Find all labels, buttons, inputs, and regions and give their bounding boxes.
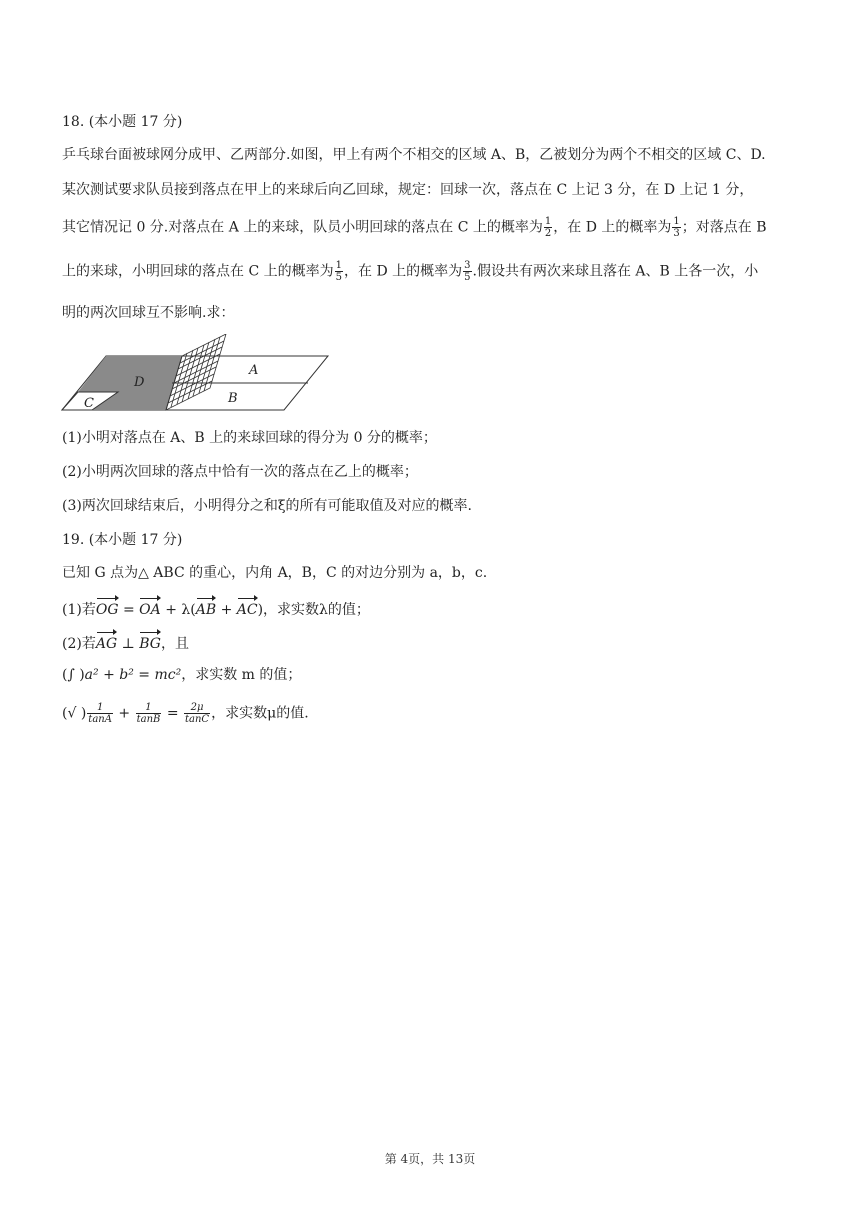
fraction-denominator: 5 — [335, 272, 342, 283]
fraction-1-3 — [672, 216, 680, 239]
vector-oa: OA — [139, 597, 161, 620]
q18-line3-part-c: ；对落点在 B — [681, 219, 767, 236]
vector-og: OG — [96, 597, 119, 620]
fraction-numerator: 1 — [136, 702, 162, 714]
q19-part2-label: (2)若 — [62, 636, 96, 652]
subpart-1-marker: (∫ ) — [62, 667, 85, 683]
page-footer: 第 4页，共 13页 — [384, 1152, 476, 1166]
fraction-denominator: 5 — [464, 272, 471, 283]
fraction-1-tanb — [136, 702, 162, 725]
lambda-open: + λ( — [160, 602, 196, 618]
fraction-numerator: 1 — [87, 702, 113, 714]
fraction-denominator: tanA — [88, 714, 112, 725]
q19-part2-tail: ，且 — [160, 636, 189, 652]
fraction-denominator: 2 — [544, 228, 552, 239]
q18-text-line-2: 某次测试要求队员接到落点在甲上的来球后向乙回球，规定：回球一次，落点在 C 上记 3 分，在 D 上记 1 分， — [62, 182, 754, 198]
q18-line3-part-b: ，在 D 上的概率为 — [553, 219, 672, 236]
q18-text-line-5: 明的两次回球互不影响.求： — [62, 305, 235, 321]
fraction-numerator: 1 — [335, 260, 342, 271]
fraction-denominator: tanC — [185, 714, 210, 725]
vector-bg: BG — [139, 631, 161, 654]
vector-ab: AB — [196, 597, 216, 620]
subpart-2-marker: (√ ) — [62, 705, 87, 722]
q19-part1-tail: )，求实数λ的值； — [257, 602, 370, 618]
subpart-2-tail: ，求实数μ的值. — [211, 705, 309, 722]
q19-part-2 — [62, 631, 189, 654]
q19-text-line-1: 已知 G 点为△ ABC 的重心，内角 A，B，C 的对边分别为 a，b，c. — [62, 565, 488, 581]
q19-subpart-1 — [62, 665, 301, 685]
fraction-2mu-tanc — [184, 702, 210, 725]
q19-part-1 — [62, 597, 370, 620]
q18-part-1: (1)小明对落点在 A、B 上的来球回球的得分为 0 分的概率； — [62, 430, 437, 446]
fraction-1-5 — [335, 260, 343, 283]
q19-header: 19. (本小题 17 分) — [62, 532, 183, 548]
q19-subpart-2 — [62, 702, 309, 725]
equals-sign: = — [118, 602, 140, 618]
q18-line4-part-c: .假设共有两次来球且落在 A、B 上各一次，小 — [472, 263, 759, 280]
vector-ag: AG — [96, 631, 117, 654]
subpart-1-tail: ，求实数 m 的值； — [181, 667, 302, 683]
vector-ac: AC — [237, 597, 258, 620]
q18-line4-part-a: 上的来球，小明回球的落点在 C 上的概率为 — [62, 263, 334, 280]
q18-part-3: (3)两次回球结束后，小明得分之和ξ的所有可能取值及对应的概率. — [62, 498, 472, 514]
fraction-numerator: 1 — [544, 216, 552, 227]
label-c: C — [84, 396, 94, 411]
plus-sign: + — [113, 705, 135, 722]
fraction-denominator: 3 — [673, 228, 680, 239]
equation-abc: a² + b² = mc² — [84, 667, 182, 683]
fraction-numerator: 1 — [673, 216, 680, 227]
q18-text-line-1: 乒乓球台面被球网分成甲、乙两部分.如图，甲上有两个不相交的区域 A、B，乙被划分为两个不相交的区域 C、D. — [62, 147, 766, 163]
fraction-1-2 — [544, 216, 552, 239]
label-d: D — [134, 375, 145, 390]
q19-part1-label: (1)若 — [62, 602, 96, 618]
label-b: B — [228, 391, 238, 406]
ping-pong-table-figure — [60, 334, 332, 414]
perpendicular-sign: ⊥ — [117, 636, 140, 652]
q18-text-line-4 — [62, 260, 758, 283]
q18-part-2: (2)小明两次回球的落点中恰有一次的落点在乙上的概率； — [62, 464, 418, 480]
q18-header: 18. (本小题 17 分) — [62, 114, 183, 130]
fraction-3-5 — [463, 260, 471, 283]
plus-sign: + — [216, 602, 237, 618]
equals-sign: = — [162, 705, 184, 722]
fraction-denominator: tanB — [136, 714, 161, 725]
fraction-numerator: 2μ — [184, 702, 210, 714]
q18-line4-part-b: ，在 D 上的概率为 — [344, 263, 463, 280]
fraction-1-tana — [87, 702, 113, 725]
fraction-numerator: 3 — [464, 260, 471, 271]
q18-text-line-3 — [62, 216, 767, 239]
label-a: A — [249, 363, 259, 378]
q18-line3-part-a: 其它情况记 0 分.对落点在 A 上的来球，队员小明回球的落点在 C 上的概率为 — [62, 219, 543, 236]
